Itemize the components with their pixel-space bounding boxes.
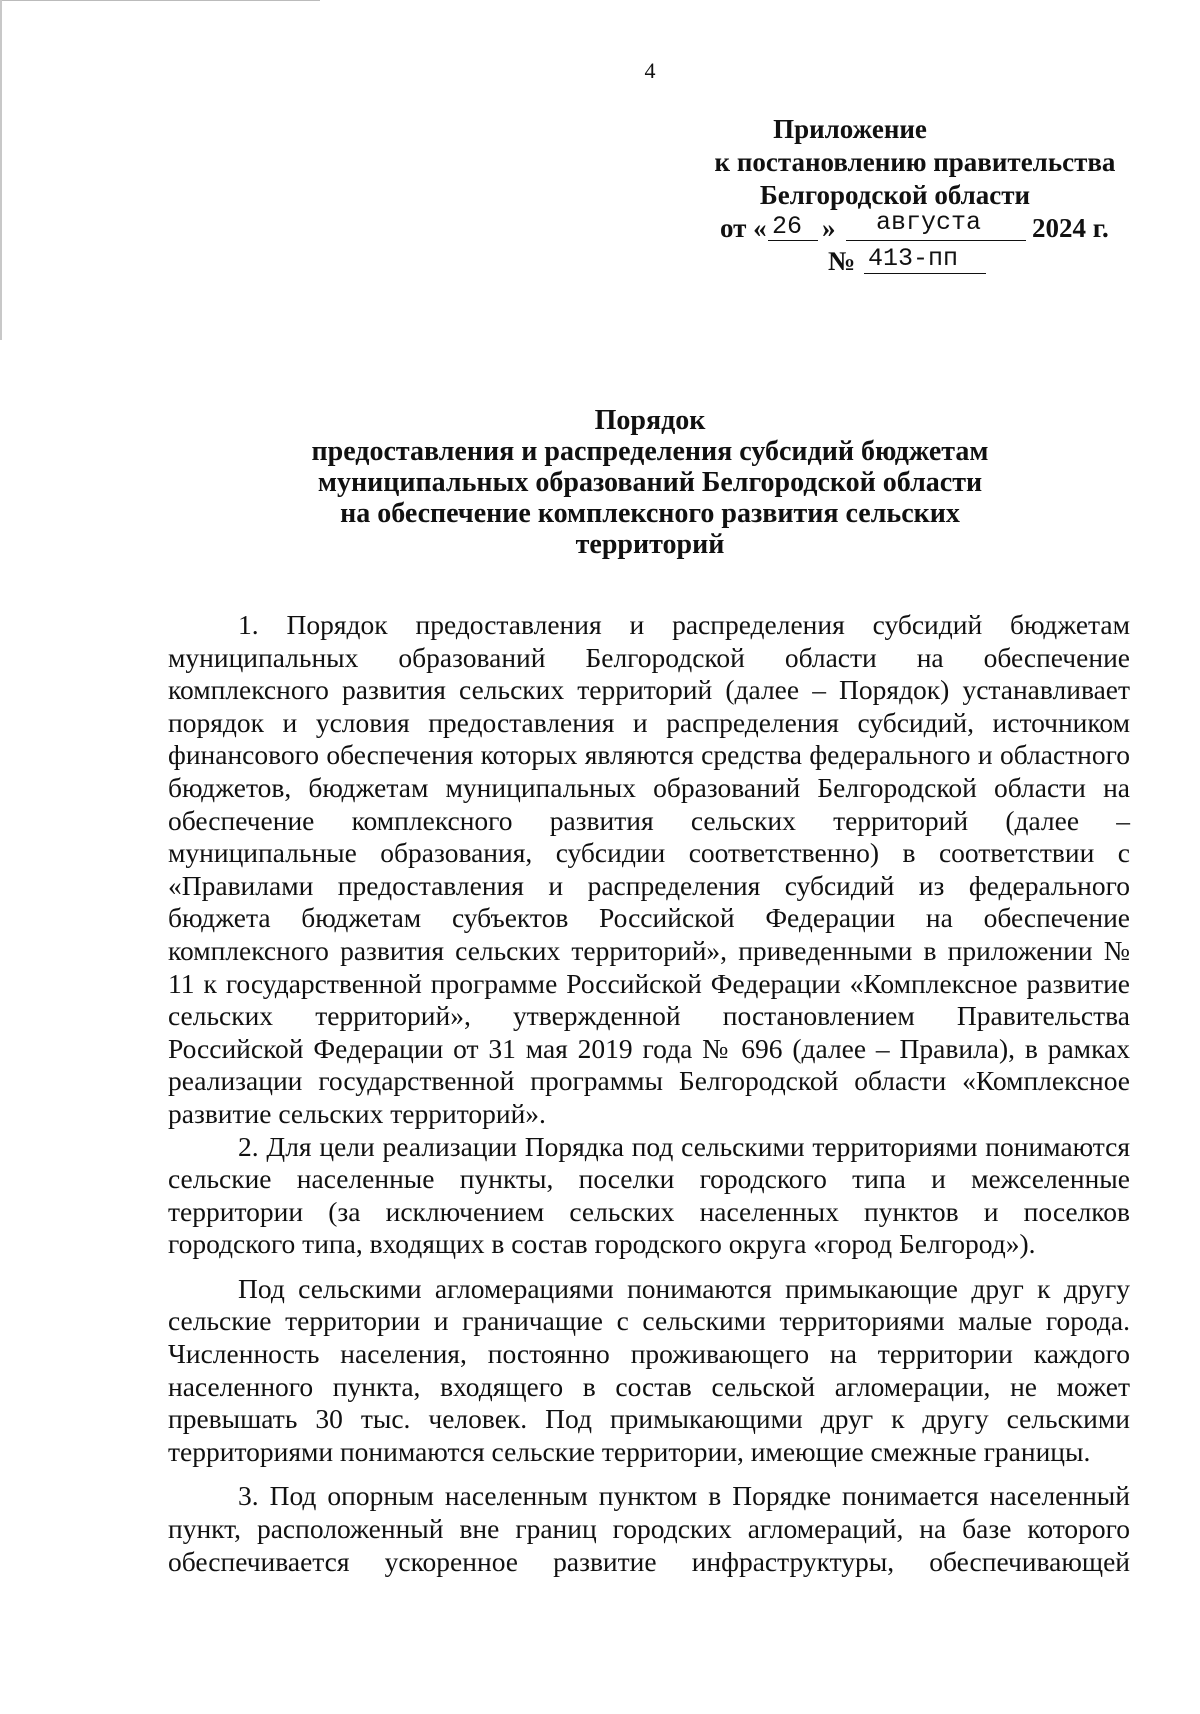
- date-year: 2024 г.: [1032, 213, 1109, 243]
- scan-top-edge: [0, 0, 320, 1]
- annex-region: Белгородской области: [759, 180, 1031, 210]
- date-day: 26: [772, 212, 803, 241]
- title-line-1: Порядок: [594, 405, 706, 436]
- scan-left-edge: [0, 0, 2, 340]
- title-line-2: предоставления и распределения субсидий бюджетам: [311, 436, 989, 467]
- number-value: 413-пп: [868, 244, 959, 273]
- page-number: 4: [644, 58, 656, 83]
- document-title: [240, 405, 1060, 560]
- paragraph-3: Под сельскими агломерациями понимаются примыкающие друг к другу сельские территории и граничащие с сельскими территориями малые города. Численность населения, постоянно проживающего на территории каждого населенного пункта, входящего в состав сельской агломерации, не может превышать 30 тыс. человек. Под примыкающими друг к другу сельскими территориями понимаются сельские территории, имеющие смежные границы.: [168, 1272, 1130, 1467]
- title-line-3: муниципальных образований Белгородской области: [317, 467, 983, 498]
- date-prefix: от «: [720, 213, 767, 243]
- document-body: [168, 609, 1130, 1578]
- annex-reference: к постановлению правительства: [714, 147, 1116, 177]
- date-close-quote: »: [822, 213, 836, 243]
- date-month: августа: [876, 208, 982, 237]
- annex-date: [690, 208, 1140, 245]
- paragraph-1: 1. Порядок предоставления и распределения субсидий бюджетам муниципальных образований Белгородской области на обеспечение комплексного развития сельских территорий (далее – Порядок) устанавливает порядок и условия предоставления и распределения субсидий, источником финансового обеспечения которых являются средства федерального и областного бюджетов, бюджетам муниципальных образований Белгородской области на обеспечение комплексного развития сельских территорий (далее – муниципальные образования, субсидии соответственно) в соответствии с «Правилами предоставления и распределения субсидий из федерального бюджета бюджетам субъектов Российской Федерации на обеспечение комплексного развития сельских территорий», приведенными в приложении № 11 к государственной программе Российской Федерации «Комплексное развитие сельских территорий», утвержденной постановлением Правительства Российской Федерации от 31 мая 2019 года № 696 (далее – Правила), в рамках реализации государственной программы Белгородской области «Комплексное развитие сельских территорий».: [168, 609, 1130, 1129]
- number-label: №: [828, 246, 856, 276]
- paragraph-2: 2. Для цели реализации Порядка под сельскими территориями понимаются сельские населенные пункты, поселки городского типа и межселенные территории (за исключением сельских населенных пунктов и поселков городского типа, входящих в состав городского округа «город Белгород»).: [168, 1130, 1130, 1260]
- annex-block: [690, 113, 1140, 278]
- paragraph-4: 3. Под опорным населенным пунктом в Порядке понимается населенный пункт, расположенный вне границ городских агломераций, на базе которого обеспечивается ускоренное развитие инфраструктуры, обеспечивающей: [168, 1480, 1130, 1577]
- annex-title: Приложение: [773, 114, 927, 144]
- title-line-4: на обеспечение комплексного развития сельских: [340, 498, 960, 529]
- title-line-5: территорий: [575, 529, 725, 560]
- annex-number: [690, 245, 1140, 278]
